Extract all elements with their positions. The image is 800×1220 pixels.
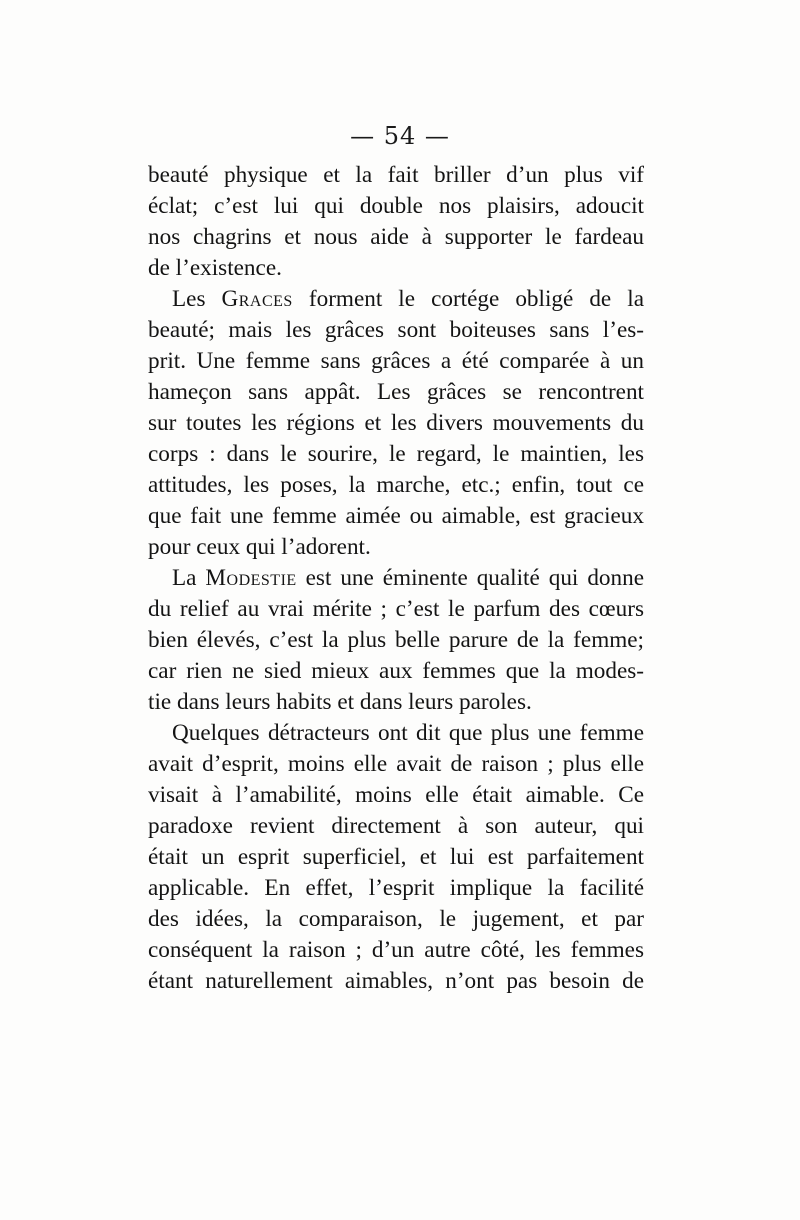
text-line: pour ceux qui l’adorent. [148, 534, 371, 560]
line-lead: Les [172, 286, 222, 312]
text-line: de l’existence. [148, 255, 282, 281]
text-line: tie dans leurs habits et dans leurs paroles. [148, 689, 532, 715]
text-line: conséquent la raison ; d’un autre côté, les femmes [148, 937, 644, 963]
line-rest: est une éminente qualité qui donne [296, 565, 644, 591]
text-line: nos chagrins et nous aide à supporter le fardeau [148, 224, 644, 250]
text-line: était un esprit superficiel, et lui est parfaitement [148, 844, 644, 870]
paragraph [148, 718, 644, 997]
text-line: du relief au vrai mérite ; c’est le parfum des cœurs [148, 596, 644, 622]
paragraph [148, 563, 644, 718]
text-line: étant naturellement aimables, n’ont pas besoin de [148, 968, 644, 994]
text-line: visait à l’amabilité, moins elle était aimable. Ce [148, 782, 644, 808]
line-rest: forment le cortége obligé de la [292, 286, 644, 312]
text-line: prit. Une femme sans grâces a été comparée à un [148, 348, 644, 374]
text-line: Quelques détracteurs ont dit que plus une femme [172, 720, 644, 746]
text-line: applicable. En effet, l’esprit implique la facilité [148, 875, 644, 901]
page-number: — 54 — [350, 122, 450, 150]
text-line: corps : dans le sourire, le regard, le maintien, les [148, 441, 644, 467]
text-line: attitudes, les poses, la marche, etc.; enfin, tout ce [148, 472, 644, 498]
paragraph [148, 284, 644, 563]
text-line: beauté; mais les grâces sont boiteuses sans l’es- [148, 317, 644, 343]
small-caps-term: Graces [221, 286, 293, 312]
text-line: paradoxe revient directement à son auteur, qui [148, 813, 644, 839]
paragraph [148, 160, 644, 284]
text-line: sur toutes les régions et les divers mouvements du [148, 410, 644, 436]
body-text [148, 160, 644, 997]
small-caps-term: Modestie [205, 565, 297, 591]
text-line [148, 284, 644, 315]
text-line: éclat; c’est lui qui double nos plaisirs, adoucit [148, 193, 644, 219]
text-line: que fait une femme aimée ou aimable, est gracieux [148, 503, 644, 529]
text-line: bien élevés, c’est la plus belle parure de la femme; [148, 627, 644, 653]
text-line: hameçon sans appât. Les grâces se rencontrent [148, 379, 644, 405]
line-lead: La [172, 565, 206, 591]
text-line: avait d’esprit, moins elle avait de raison ; plus elle [148, 751, 644, 777]
text-line: car rien ne sied mieux aux femmes que la modes- [148, 658, 644, 684]
text-line: des idées, la comparaison, le jugement, et par [148, 906, 644, 932]
text-line [148, 563, 644, 594]
text-line: beauté physique et la fait briller d’un plus vif [148, 162, 644, 188]
